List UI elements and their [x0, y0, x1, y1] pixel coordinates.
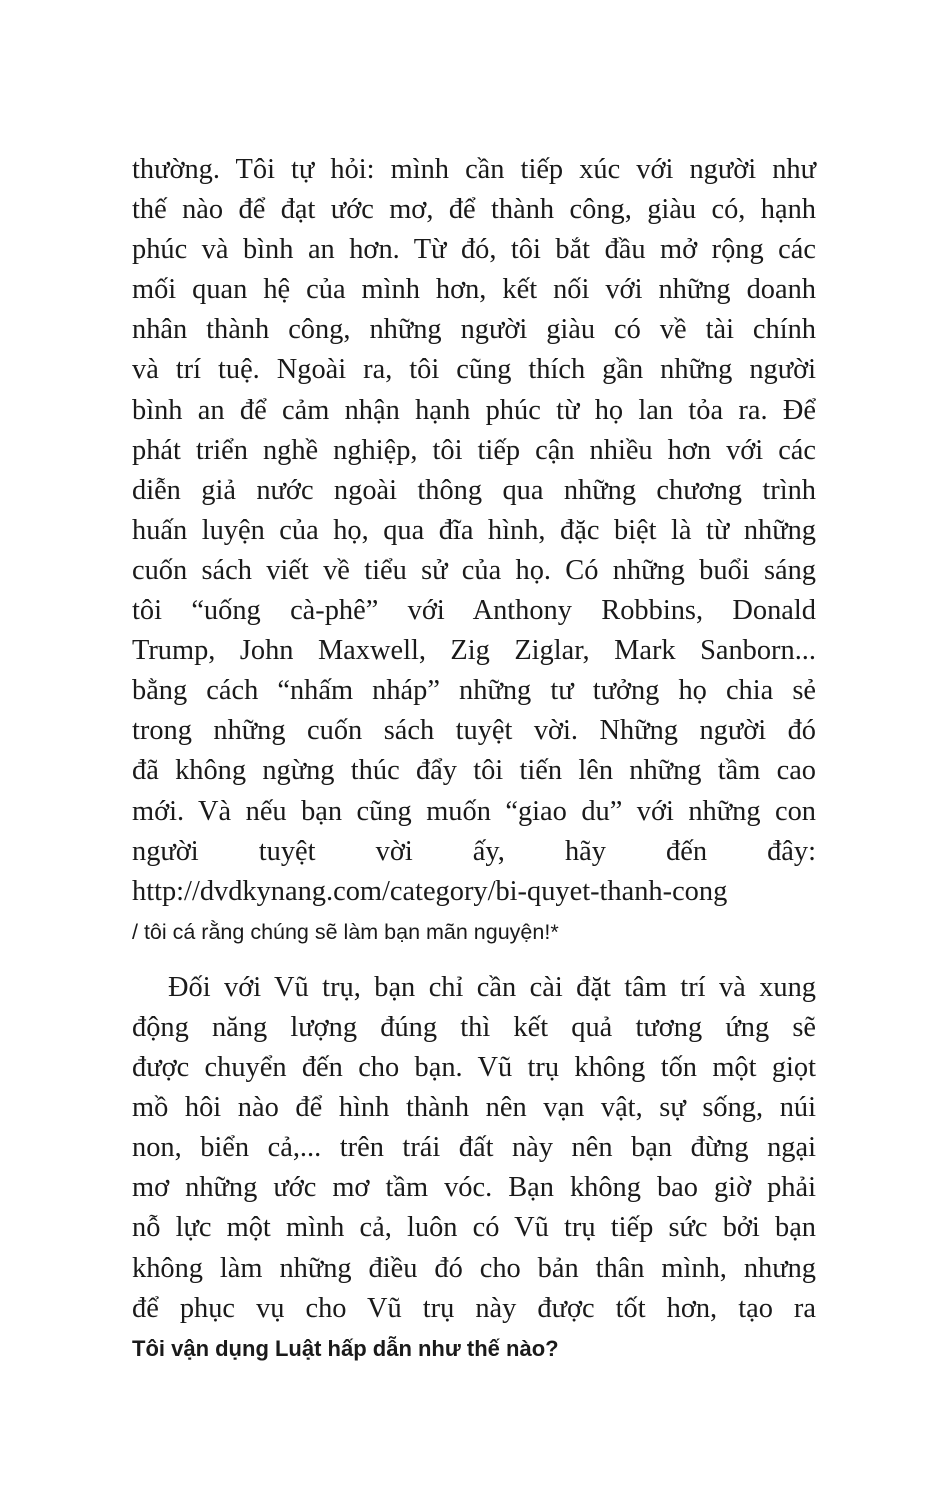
url-line: http://dvdkynang.com/category/bi-quyet-thanh-cong: [132, 875, 728, 907]
text-line: mới. Và nếu bạn cũng muốn “giao du” với những con: [132, 795, 816, 827]
text-line: được chuyển đến cho bạn. Vũ trụ không tốn một giọt: [132, 1052, 816, 1084]
text-line: thường. Tôi tự hỏi: mình cần tiếp xúc với người như: [132, 154, 816, 185]
text-line: mồ hôi nào để hình thành nên vạn vật, sự sống, núi: [132, 1092, 816, 1124]
text-line: phúc và bình an hơn. Từ đó, tôi bắt đầu mở rộng các: [132, 234, 816, 266]
text-line: và trí tuệ. Ngoài ra, tôi cũng thích gần những người: [132, 354, 816, 386]
text-line-last: / tôi cá rằng chúng sẽ làm bạn mãn nguyện!*: [132, 919, 559, 944]
text-line: non, biển cả,... trên trái đất này nên bạn đừng ngại: [132, 1132, 816, 1164]
running-title: Tôi vận dụng Luật hấp dẫn như thế nào?: [132, 1335, 559, 1361]
text-line: trong những cuốn sách tuyệt vời. Những người đó: [132, 715, 816, 747]
text-line: mối quan hệ của mình hơn, kết nối với những doanh: [132, 274, 816, 306]
text-line: cuốn sách viết về tiểu sử của họ. Có những buổi sáng: [132, 554, 816, 586]
text-line: diễn giả nước ngoài thông qua những chương trình: [132, 474, 816, 506]
text-line: không làm những điều đó cho bản thân mình, nhưng: [132, 1252, 816, 1284]
paragraph-2: [132, 968, 816, 1329]
text-line: nhân thành công, những người giàu có về tài chính: [132, 314, 816, 346]
book-page: [132, 150, 816, 1369]
text-line: thế nào để đạt ước mơ, để thành công, giàu có, hạnh: [132, 194, 816, 226]
text-line: động năng lượng đúng thì kết quả tương ứng sẽ: [132, 1011, 816, 1043]
text-line: nỗ lực một mình cả, luôn có Vũ trụ tiếp sức bởi bạn: [132, 1212, 816, 1244]
text-line: phát triển nghề nghiệp, tôi tiếp cận nhiều hơn với các: [132, 434, 816, 466]
text-line: người tuyệt vời ấy, hãy đến đây:: [132, 835, 816, 867]
text-line: Trump, John Maxwell, Zig Ziglar, Mark Sanborn...: [132, 635, 816, 667]
text-line: mơ những ước mơ tầm vóc. Bạn không bao giờ phải: [132, 1172, 816, 1204]
text-line: bình an để cảm nhận hạnh phúc từ họ lan tỏa ra. Để: [132, 394, 816, 426]
text-line: đã không ngừng thúc đẩy tôi tiến lên những tầm cao: [132, 755, 816, 787]
text-line: bằng cách “nhấm nháp” những tư tưởng họ chia sẻ: [132, 675, 816, 707]
text-line: huấn luyện của họ, qua đĩa hình, đặc biệt là từ những: [132, 514, 816, 546]
paragraph-gap: [132, 952, 816, 968]
paragraph-1: [132, 150, 816, 952]
text-line: tôi “uống cà-phê” với Anthony Robbins, Donald: [132, 595, 816, 627]
text-line-first: Đối với Vũ trụ, bạn chỉ cần cài đặt tâm trí và xung: [168, 971, 816, 1003]
text-line: để phục vụ cho Vũ trụ này được tốt hơn, tạo ra: [132, 1292, 816, 1324]
